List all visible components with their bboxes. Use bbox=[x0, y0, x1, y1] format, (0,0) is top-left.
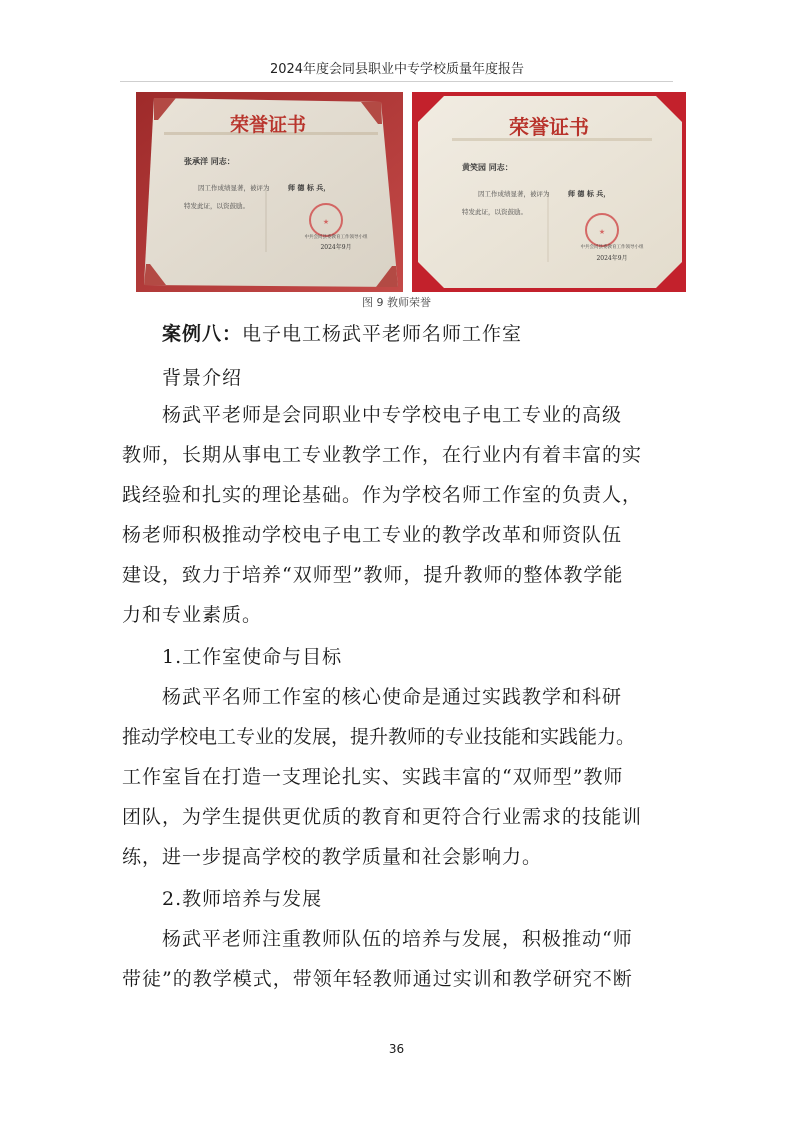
certificate-heading: 荣誉证书 bbox=[509, 115, 589, 139]
report-header: 2024年度会同县职业中专学校质量年度报告 bbox=[269, 62, 525, 77]
certificate-photo-2 bbox=[412, 92, 686, 292]
certificate-body-line: 特发此证，以资鼓励。 bbox=[184, 202, 249, 210]
certificate-recipient: 黄笑园 同志： bbox=[462, 162, 513, 172]
certificate-recipient: 张承洋 同志： bbox=[184, 156, 235, 166]
paragraph-line: 工作室旨在打造一支理论扎实、实践丰富的“双师型”教师 bbox=[122, 766, 624, 788]
case-title bbox=[162, 322, 522, 346]
paragraph-line: 杨武平老师是会同职业中专学校电子电工专业的高级 bbox=[162, 404, 623, 426]
paragraph-line: 杨武平名师工作室的核心使命是通过实践教学和科研 bbox=[162, 686, 623, 708]
certificate-date: 2024年9月 bbox=[596, 255, 628, 262]
certificate-body-line: 因工作成绩显著，被评为 bbox=[198, 184, 270, 192]
paragraph-line: 练，进一步提高学校的教学质量和社会影响力。 bbox=[122, 846, 543, 868]
section-heading-mission: 1.工作室使命与目标 bbox=[162, 646, 343, 668]
certificate-award: 师 德 标 兵， bbox=[568, 189, 611, 198]
certificate-heading: 荣誉证书 bbox=[229, 114, 307, 136]
section-heading-training: 2.教师培养与发展 bbox=[162, 888, 323, 910]
case-label: 案例八： bbox=[162, 323, 243, 345]
certificate-photo-1 bbox=[136, 92, 403, 292]
svg-text:★: ★ bbox=[598, 228, 606, 236]
paragraph-line: 推动学校电工专业的发展，提升教师的专业技能和实践能力。 bbox=[122, 726, 636, 748]
paragraph-line: 力和专业素质。 bbox=[122, 604, 263, 626]
certificate-date: 2024年9月 bbox=[320, 244, 352, 251]
section-heading-background: 背景介绍 bbox=[162, 367, 243, 389]
case-name: 电子电工杨武平老师名师工作室 bbox=[242, 323, 523, 345]
paragraph-line: 杨老师积极推动学校电子电工专业的教学改革和师资队伍 bbox=[122, 524, 623, 546]
paragraph-line: 带徒”的教学模式，带领年轻教师通过实训和教学研究不断 bbox=[122, 968, 633, 990]
certificate-issuer: 中共会同县委教育工作领导小组 bbox=[304, 235, 368, 240]
paragraph-line: 教师，长期从事电工专业教学工作，在行业内有着丰富的实 bbox=[122, 444, 643, 466]
certificate-issuer: 中共会同县委教育工作领导小组 bbox=[580, 245, 644, 250]
certificate-body-line: 特发此证，以资鼓励。 bbox=[462, 208, 527, 216]
svg-text:★: ★ bbox=[322, 218, 330, 226]
paragraph-line: 杨武平老师注重教师队伍的培养与发展，积极推动“师 bbox=[162, 928, 633, 950]
certificate-award: 师 德 标 兵， bbox=[288, 183, 331, 192]
figure-caption: 图 9 教师荣誉 bbox=[362, 296, 431, 309]
paragraph-line: 团队，为学生提供更优质的教育和更符合行业需求的技能训 bbox=[122, 806, 643, 828]
header-divider bbox=[120, 81, 673, 82]
paragraph-line: 践经验和扎实的理论基础。作为学校名师工作室的负责人， bbox=[122, 484, 643, 506]
page-number: 36 bbox=[388, 1042, 405, 1056]
paragraph-line: 建设，致力于培养“双师型”教师，提升教师的整体教学能 bbox=[122, 564, 624, 586]
certificate-body-line: 因工作成绩显著，被评为 bbox=[478, 190, 550, 198]
